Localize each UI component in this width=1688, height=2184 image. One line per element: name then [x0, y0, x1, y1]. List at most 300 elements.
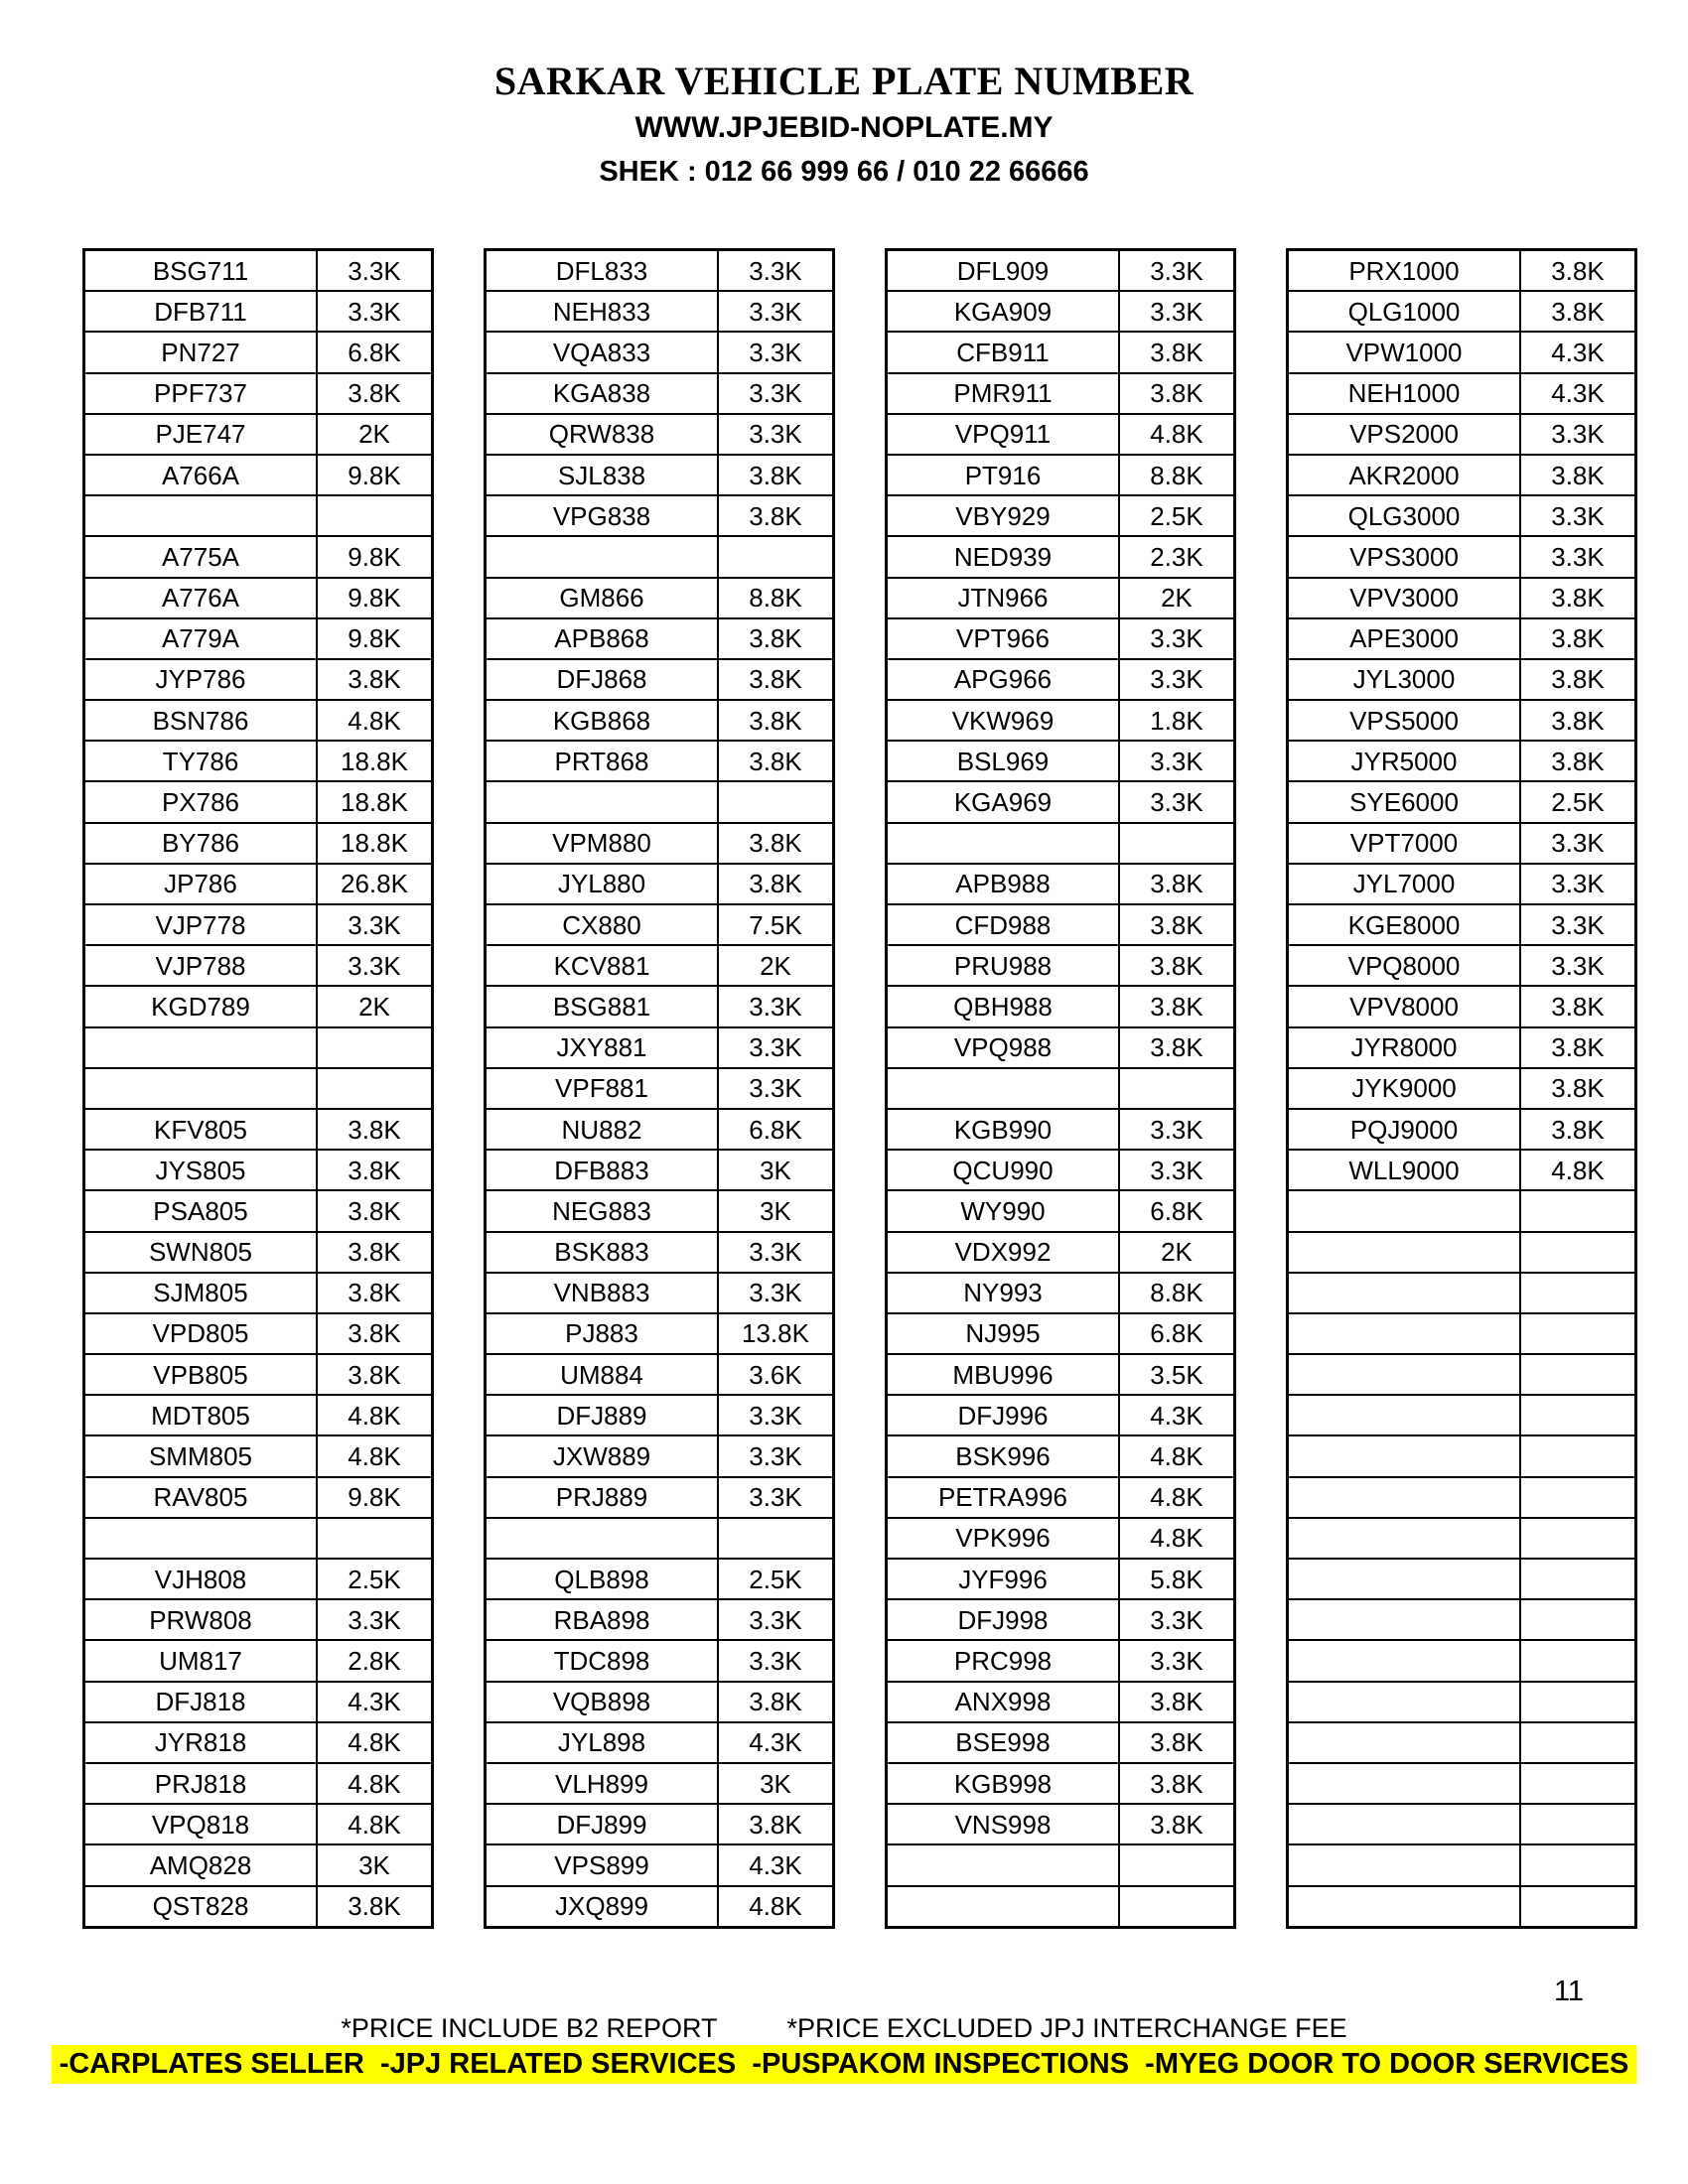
price-cell: 3.8K	[718, 659, 834, 700]
plate-cell: JYP786	[84, 659, 318, 700]
table-row	[1288, 1477, 1636, 1518]
price-cell	[1520, 1435, 1636, 1476]
price-cell: 3.3K	[718, 1027, 834, 1068]
plate-cell: A779A	[84, 618, 318, 659]
plate-cell: PRJ818	[84, 1763, 318, 1804]
price-cell: 3.3K	[1520, 823, 1636, 864]
table-row	[84, 1354, 433, 1395]
price-cell: 13.8K	[718, 1313, 834, 1354]
table-row	[84, 1518, 433, 1559]
price-cell: 2.5K	[1119, 495, 1235, 536]
price-cell: 3.3K	[718, 1273, 834, 1313]
plate-cell	[887, 1068, 1120, 1109]
table-row	[84, 1477, 433, 1518]
plate-cell: TY786	[84, 741, 318, 781]
price-cell: 3.8K	[1520, 700, 1636, 741]
plate-cell: VPQ8000	[1288, 945, 1521, 986]
price-cell: 3.8K	[317, 1150, 433, 1190]
price-cell	[317, 1068, 433, 1109]
services-highlight: -CARPLATES SELLER -JPJ RELATED SERVICES -PUSPAKOM INSPECTIONS -MYEG DOOR TO DOOR SERVICES	[52, 2045, 1637, 2084]
plate-cell: VPM880	[486, 823, 719, 864]
price-cell: 3.6K	[718, 1354, 834, 1395]
price-cell: 18.8K	[317, 823, 433, 864]
plate-cell: RBA898	[486, 1599, 719, 1640]
plate-table-3	[885, 248, 1236, 1929]
plate-cell: QRW838	[486, 414, 719, 455]
price-cell: 3.8K	[317, 1886, 433, 1928]
plate-cell: AKR2000	[1288, 455, 1521, 495]
plate-cell: SMM805	[84, 1435, 318, 1476]
plate-cell: BSK883	[486, 1232, 719, 1273]
plate-cell: BSE998	[887, 1722, 1120, 1763]
plate-cell: SJM805	[84, 1273, 318, 1313]
plate-cell: CFB911	[887, 332, 1120, 372]
plate-cell: PRC998	[887, 1640, 1120, 1681]
table-row	[1288, 1559, 1636, 1599]
price-cell: 3.3K	[718, 373, 834, 414]
table-row	[84, 659, 433, 700]
plate-cell: VPS5000	[1288, 700, 1521, 741]
price-cell: 3.8K	[1520, 578, 1636, 618]
table-row	[887, 1559, 1235, 1599]
table-row	[486, 904, 834, 945]
plate-cell: KFV805	[84, 1109, 318, 1150]
table-row	[486, 373, 834, 414]
table-row	[84, 1109, 433, 1150]
price-cell	[1520, 1599, 1636, 1640]
price-cell: 3.3K	[1119, 250, 1235, 292]
price-cell: 3.8K	[1520, 741, 1636, 781]
price-cell	[1119, 823, 1235, 864]
table-row	[887, 1313, 1235, 1354]
plate-cell: VPB805	[84, 1354, 318, 1395]
price-cell: 4.8K	[1119, 1435, 1235, 1476]
plate-cell: VPQ818	[84, 1804, 318, 1844]
table-row	[887, 781, 1235, 822]
table-row	[84, 1844, 433, 1885]
price-cell: 3.8K	[718, 741, 834, 781]
price-cell: 2.5K	[317, 1559, 433, 1599]
table-row	[84, 864, 433, 904]
plate-cell: PRT868	[486, 741, 719, 781]
price-cell: 1.8K	[1119, 700, 1235, 741]
price-cell: 3.3K	[1520, 864, 1636, 904]
price-cell: 3.3K	[317, 1599, 433, 1640]
table-row	[1288, 1354, 1636, 1395]
table-row	[1288, 945, 1636, 986]
plate-cell: VPF881	[486, 1068, 719, 1109]
table-row	[84, 332, 433, 372]
price-cell: 3K	[718, 1763, 834, 1804]
plate-cell: VPG838	[486, 495, 719, 536]
price-cell: 3.8K	[1520, 1109, 1636, 1150]
table-row	[1288, 1682, 1636, 1722]
price-cell: 7.5K	[718, 904, 834, 945]
table-row	[486, 1722, 834, 1763]
plate-cell: VPT7000	[1288, 823, 1521, 864]
table-row	[1288, 1150, 1636, 1190]
price-cell: 3.8K	[317, 1190, 433, 1231]
price-cell: 3.8K	[1520, 250, 1636, 292]
plate-cell	[486, 781, 719, 822]
price-cell: 3.3K	[1119, 781, 1235, 822]
price-cell: 4.3K	[1520, 332, 1636, 372]
plate-cell: SWN805	[84, 1232, 318, 1273]
plate-cell: PX786	[84, 781, 318, 822]
table-row	[486, 1027, 834, 1068]
plate-cell: VPV8000	[1288, 986, 1521, 1026]
table-row	[887, 1109, 1235, 1150]
price-cell: 3.3K	[718, 250, 834, 292]
plate-cell	[1288, 1640, 1521, 1681]
price-cell: 2K	[317, 986, 433, 1026]
plate-table-2	[484, 248, 835, 1929]
table-row	[84, 1150, 433, 1190]
price-cell	[1520, 1844, 1636, 1885]
price-cell	[718, 781, 834, 822]
table-row	[84, 578, 433, 618]
table-row	[486, 1477, 834, 1518]
table-row	[84, 1273, 433, 1313]
plate-cell	[84, 495, 318, 536]
price-cell: 4.3K	[1119, 1395, 1235, 1435]
plate-cell: ANX998	[887, 1682, 1120, 1722]
price-cell: 3.3K	[1119, 618, 1235, 659]
price-cell: 4.3K	[718, 1844, 834, 1885]
table-row	[1288, 781, 1636, 822]
price-cell: 3.8K	[1119, 1804, 1235, 1844]
table-row	[84, 1722, 433, 1763]
table-row	[486, 1682, 834, 1722]
table-row	[887, 414, 1235, 455]
table-row	[84, 250, 433, 292]
plate-cell: A775A	[84, 536, 318, 577]
price-notes	[0, 2013, 1688, 2044]
price-cell: 3.3K	[718, 1477, 834, 1518]
price-cell	[1520, 1313, 1636, 1354]
table-row	[1288, 536, 1636, 577]
table-row	[1288, 1804, 1636, 1844]
price-cell: 3.3K	[1520, 536, 1636, 577]
price-cell	[1119, 1886, 1235, 1928]
plate-cell: UM884	[486, 1354, 719, 1395]
price-cell	[1520, 1232, 1636, 1273]
plate-cell: VKW969	[887, 700, 1120, 741]
table-row	[84, 1068, 433, 1109]
plate-cell: MDT805	[84, 1395, 318, 1435]
plate-cell: DFJ889	[486, 1395, 719, 1435]
plate-cell: VPQ911	[887, 414, 1120, 455]
price-cell: 3.8K	[718, 495, 834, 536]
table-row	[486, 1763, 834, 1804]
table-row	[1288, 1435, 1636, 1476]
price-cell: 3.8K	[718, 455, 834, 495]
price-cell: 4.8K	[317, 1763, 433, 1804]
price-cell: 3.8K	[718, 618, 834, 659]
table-row	[486, 741, 834, 781]
price-cell: 6.8K	[1119, 1190, 1235, 1231]
price-cell: 2K	[1119, 1232, 1235, 1273]
table-row	[1288, 495, 1636, 536]
plate-cell: DFJ818	[84, 1682, 318, 1722]
contact-phone: SHEK : 012 66 999 66 / 010 22 66666	[599, 156, 1089, 188]
plate-cell: VPD805	[84, 1313, 318, 1354]
price-cell: 3.8K	[1119, 1763, 1235, 1804]
table-row	[887, 864, 1235, 904]
plate-cell: PRJ889	[486, 1477, 719, 1518]
table-row	[1288, 1190, 1636, 1231]
plate-price-tables	[82, 248, 1637, 1929]
price-cell: 2.8K	[317, 1640, 433, 1681]
plate-cell	[1288, 1559, 1521, 1599]
plate-cell	[486, 536, 719, 577]
price-cell: 3.3K	[1119, 1640, 1235, 1681]
plate-cell: DFJ899	[486, 1804, 719, 1844]
table-row	[84, 1435, 433, 1476]
price-cell: 3.8K	[317, 1313, 433, 1354]
price-cell: 3.8K	[1119, 864, 1235, 904]
table-row	[486, 945, 834, 986]
plate-cell: JTN966	[887, 578, 1120, 618]
plate-cell: APG966	[887, 659, 1120, 700]
table-row	[486, 291, 834, 332]
table-row	[887, 1682, 1235, 1722]
price-cell: 2K	[1119, 578, 1235, 618]
table-row	[887, 823, 1235, 864]
plate-cell	[1288, 1599, 1521, 1640]
price-cell	[1520, 1804, 1636, 1844]
plate-cell: VDX992	[887, 1232, 1120, 1273]
plate-cell: PT916	[887, 455, 1120, 495]
plate-cell: NEG883	[486, 1190, 719, 1231]
plate-cell: VQA833	[486, 332, 719, 372]
price-cell: 3.3K	[1520, 945, 1636, 986]
table-row	[1288, 1518, 1636, 1559]
plate-cell	[1288, 1477, 1521, 1518]
plate-cell: APB868	[486, 618, 719, 659]
price-cell: 3.3K	[718, 1232, 834, 1273]
plate-cell	[1288, 1313, 1521, 1354]
price-cell: 2.3K	[1119, 536, 1235, 577]
table-row	[887, 1722, 1235, 1763]
table-row	[84, 1804, 433, 1844]
table-row	[486, 1435, 834, 1476]
table-row	[887, 741, 1235, 781]
price-cell: 3.3K	[718, 1068, 834, 1109]
price-cell: 9.8K	[317, 578, 433, 618]
plate-cell	[1288, 1886, 1521, 1928]
plate-cell: PRX1000	[1288, 250, 1521, 292]
price-cell: 3.8K	[317, 1109, 433, 1150]
table-row	[84, 414, 433, 455]
price-cell: 8.8K	[1119, 455, 1235, 495]
plate-cell: KGD789	[84, 986, 318, 1026]
table-row	[1288, 904, 1636, 945]
table-row	[1288, 659, 1636, 700]
table-row	[1288, 1027, 1636, 1068]
plate-cell: WY990	[887, 1190, 1120, 1231]
plate-cell: VJP778	[84, 904, 318, 945]
table-row	[486, 495, 834, 536]
plate-cell: QST828	[84, 1886, 318, 1928]
table-row	[84, 373, 433, 414]
plate-cell: BSL969	[887, 741, 1120, 781]
plate-cell: PMR911	[887, 373, 1120, 414]
plate-cell: BY786	[84, 823, 318, 864]
plate-cell: JYS805	[84, 1150, 318, 1190]
price-cell: 18.8K	[317, 781, 433, 822]
plate-cell: QLG1000	[1288, 291, 1521, 332]
table-row	[84, 904, 433, 945]
table-row	[486, 1599, 834, 1640]
plate-cell: UM817	[84, 1640, 318, 1681]
price-cell: 3.3K	[1520, 495, 1636, 536]
table-row	[887, 578, 1235, 618]
plate-cell	[1288, 1804, 1521, 1844]
price-cell: 3.8K	[1119, 373, 1235, 414]
plate-cell: QLG3000	[1288, 495, 1521, 536]
price-cell	[1520, 1722, 1636, 1763]
price-cell: 3.8K	[317, 373, 433, 414]
plate-cell: KCV881	[486, 945, 719, 986]
table-row	[486, 1640, 834, 1681]
price-cell: 4.3K	[718, 1722, 834, 1763]
table-row	[1288, 1844, 1636, 1885]
table-row	[887, 1886, 1235, 1928]
table-row	[486, 1886, 834, 1928]
table-row	[84, 536, 433, 577]
table-row	[486, 1844, 834, 1885]
price-cell: 4.8K	[317, 1804, 433, 1844]
plate-cell: DFB711	[84, 291, 318, 332]
plate-cell: JYL3000	[1288, 659, 1521, 700]
plate-cell: VLH899	[486, 1763, 719, 1804]
table-row	[887, 291, 1235, 332]
table-row	[486, 578, 834, 618]
table-row	[1288, 1313, 1636, 1354]
table-row	[887, 1599, 1235, 1640]
table-row	[1288, 1232, 1636, 1273]
price-cell: 3.5K	[1119, 1354, 1235, 1395]
table-row	[84, 618, 433, 659]
plate-cell: APE3000	[1288, 618, 1521, 659]
price-cell	[1520, 1640, 1636, 1681]
price-cell: 3.3K	[718, 414, 834, 455]
plate-cell: BSG881	[486, 986, 719, 1026]
plate-cell: AMQ828	[84, 1844, 318, 1885]
plate-cell: NJ995	[887, 1313, 1120, 1354]
price-cell: 6.8K	[317, 332, 433, 372]
table-row	[1288, 1068, 1636, 1109]
price-cell: 2K	[718, 945, 834, 986]
table-row	[887, 1477, 1235, 1518]
table-row	[887, 945, 1235, 986]
plate-cell: JYF996	[887, 1559, 1120, 1599]
table-row	[887, 1640, 1235, 1681]
price-cell	[1520, 1477, 1636, 1518]
price-cell: 4.8K	[1119, 414, 1235, 455]
price-cell: 9.8K	[317, 455, 433, 495]
plate-cell	[887, 823, 1120, 864]
table-row	[486, 536, 834, 577]
price-cell: 3.8K	[718, 823, 834, 864]
table-row	[84, 1763, 433, 1804]
page-number: 11	[1553, 1976, 1585, 2007]
price-cell: 4.8K	[317, 1435, 433, 1476]
price-cell	[1520, 1273, 1636, 1313]
table-row	[1288, 414, 1636, 455]
table-row	[84, 986, 433, 1026]
price-cell: 4.8K	[1520, 1150, 1636, 1190]
table-row	[887, 1763, 1235, 1804]
website-url: WWW.JPJEBID-NOPLATE.MY	[634, 111, 1054, 144]
price-cell: 3K	[718, 1150, 834, 1190]
plate-table-1	[82, 248, 434, 1929]
price-cell: 3.8K	[718, 1804, 834, 1844]
plate-cell	[84, 1518, 318, 1559]
table-row	[887, 250, 1235, 292]
price-cell	[1520, 1190, 1636, 1231]
price-cell: 3.8K	[1119, 1682, 1235, 1722]
table-row	[486, 1518, 834, 1559]
table-row	[486, 332, 834, 372]
price-cell: 3.8K	[1119, 945, 1235, 986]
table-row	[1288, 1273, 1636, 1313]
table-row	[84, 700, 433, 741]
price-cell: 3.8K	[317, 1273, 433, 1313]
plate-cell: CX880	[486, 904, 719, 945]
price-cell: 3.3K	[1119, 1599, 1235, 1640]
price-cell	[317, 495, 433, 536]
price-cell: 3.3K	[718, 291, 834, 332]
price-cell	[718, 536, 834, 577]
plate-cell: JYR8000	[1288, 1027, 1521, 1068]
page-title: SARKAR VEHICLE PLATE NUMBER	[493, 59, 1195, 103]
plate-cell: PPF737	[84, 373, 318, 414]
table-row	[84, 823, 433, 864]
table-row	[486, 986, 834, 1026]
note-b2-report: *PRICE INCLUDE B2 REPORT	[341, 2013, 718, 2043]
table-row	[1288, 291, 1636, 332]
table-row	[1288, 618, 1636, 659]
table-row	[1288, 578, 1636, 618]
plate-cell: VPS2000	[1288, 414, 1521, 455]
plate-cell: DFL909	[887, 250, 1120, 292]
price-cell: 3K	[718, 1190, 834, 1231]
plate-cell: KGB990	[887, 1109, 1120, 1150]
plate-cell: WLL9000	[1288, 1150, 1521, 1190]
plate-cell: QLB898	[486, 1559, 719, 1599]
plate-cell: TDC898	[486, 1640, 719, 1681]
table-row	[887, 700, 1235, 741]
plate-cell: PJ883	[486, 1313, 719, 1354]
table-row	[486, 781, 834, 822]
table-row	[486, 1068, 834, 1109]
plate-cell: BSN786	[84, 700, 318, 741]
table-row	[84, 1559, 433, 1599]
price-cell	[1520, 1354, 1636, 1395]
price-cell: 3.3K	[718, 1599, 834, 1640]
table-row	[84, 741, 433, 781]
plate-cell: VQB898	[486, 1682, 719, 1722]
table-row	[1288, 1886, 1636, 1928]
plate-cell: VPT966	[887, 618, 1120, 659]
price-cell: 3.8K	[1520, 986, 1636, 1026]
table-row	[887, 1273, 1235, 1313]
plate-cell: DFJ998	[887, 1599, 1120, 1640]
plate-cell	[1288, 1395, 1521, 1435]
price-cell	[1520, 1682, 1636, 1722]
